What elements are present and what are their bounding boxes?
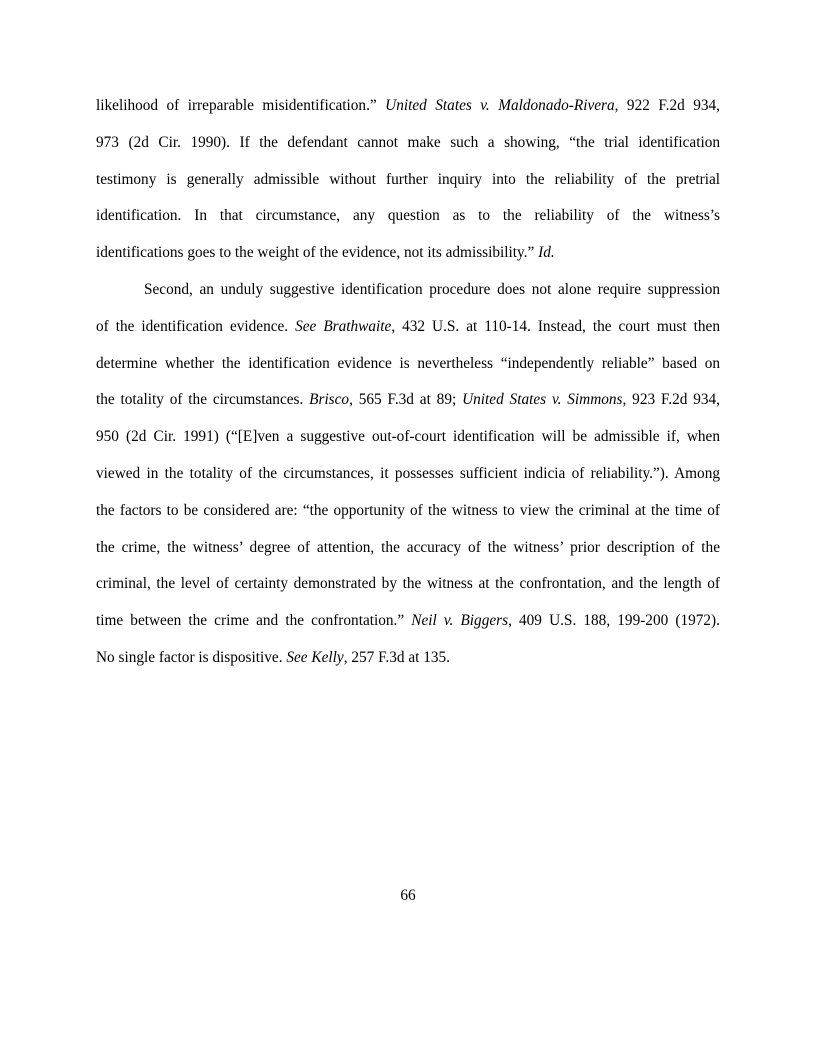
text-segment: , 923 F.2d 934,: [622, 391, 720, 409]
text-segment: , 257 F.3d at 135.: [343, 648, 450, 666]
text-segment: No single factor is dispositive.: [96, 648, 287, 666]
text-segment: determine whether the identification evidence is nevertheless “independently reliable” based on: [96, 354, 720, 372]
text-segment: , 565 F.3d at 89;: [349, 391, 463, 409]
page-number: 66: [400, 887, 416, 904]
text-line: [96, 572, 720, 609]
text-line: [96, 646, 720, 683]
text-line: [96, 94, 720, 131]
text-line: [96, 462, 720, 499]
text-segment: the factors to be considered are: “the opportunity of the witness to view the criminal at the time of: [96, 501, 720, 519]
text-segment: viewed in the totality of the circumstances, it possesses sufficient indicia of reliability.”). Among: [96, 464, 720, 482]
text-segment: Second, an unduly suggestive identification procedure does not alone require suppression: [144, 280, 720, 298]
text-line: [96, 315, 720, 352]
text-line: [96, 609, 720, 646]
text-segment: , 409 U.S. 188, 199-200 (1972).: [508, 612, 720, 630]
text-segment: the crime, the witness’ degree of attention, the accuracy of the witness’ prior description of the: [96, 538, 720, 556]
text-line: [96, 131, 720, 168]
text-segment: of the identification evidence.: [96, 317, 296, 335]
text-segment: 950 (2d Cir. 1991) (“[E]ven a suggestive out-of-court identification will be admissible if, when: [96, 428, 720, 446]
text-line: [96, 499, 720, 536]
text-segment: , 432 U.S. at 110-14. Instead, the court must then: [391, 317, 720, 335]
case-citation: See Kelly: [286, 648, 344, 666]
text-segment: the totality of the circumstances.: [96, 391, 310, 409]
text-line: [96, 168, 720, 205]
text-line: [96, 536, 720, 573]
text-segment: identification. In that circumstance, any question as to the reliability of the witness’s: [96, 207, 720, 225]
text-line: [96, 204, 720, 241]
paragraph-first-line: [96, 278, 720, 315]
text-line: [96, 241, 720, 278]
text-segment: time between the crime and the confrontation.”: [96, 612, 412, 630]
case-citation: United States v. Simmons: [462, 391, 623, 409]
case-citation: United States v. Maldonado-Rivera: [385, 97, 615, 114]
text-segment: criminal, the level of certainty demonstrated by the witness at the confrontation, and the length of: [96, 575, 720, 593]
text-segment: , 922 F.2d 934,: [614, 97, 720, 114]
text-segment: testimony is generally admissible without further inquiry into the reliability of the pretrial: [96, 170, 720, 188]
text-segment: identifications goes to the weight of the evidence, not its admissibility.”: [96, 244, 539, 262]
case-citation: Id.: [538, 244, 555, 262]
text-line: [96, 388, 720, 425]
text-segment: likelihood of irreparable misidentification.”: [96, 97, 386, 114]
case-citation: Brisco: [309, 391, 350, 409]
text-line: [96, 425, 720, 462]
text-line: [96, 352, 720, 389]
body-text: [96, 94, 720, 683]
case-citation: See Brathwaite: [295, 317, 392, 335]
case-citation: Neil v. Biggers: [411, 612, 509, 630]
text-segment: 973 (2d Cir. 1990). If the defendant cannot make such a showing, “the trial identification: [96, 133, 720, 151]
